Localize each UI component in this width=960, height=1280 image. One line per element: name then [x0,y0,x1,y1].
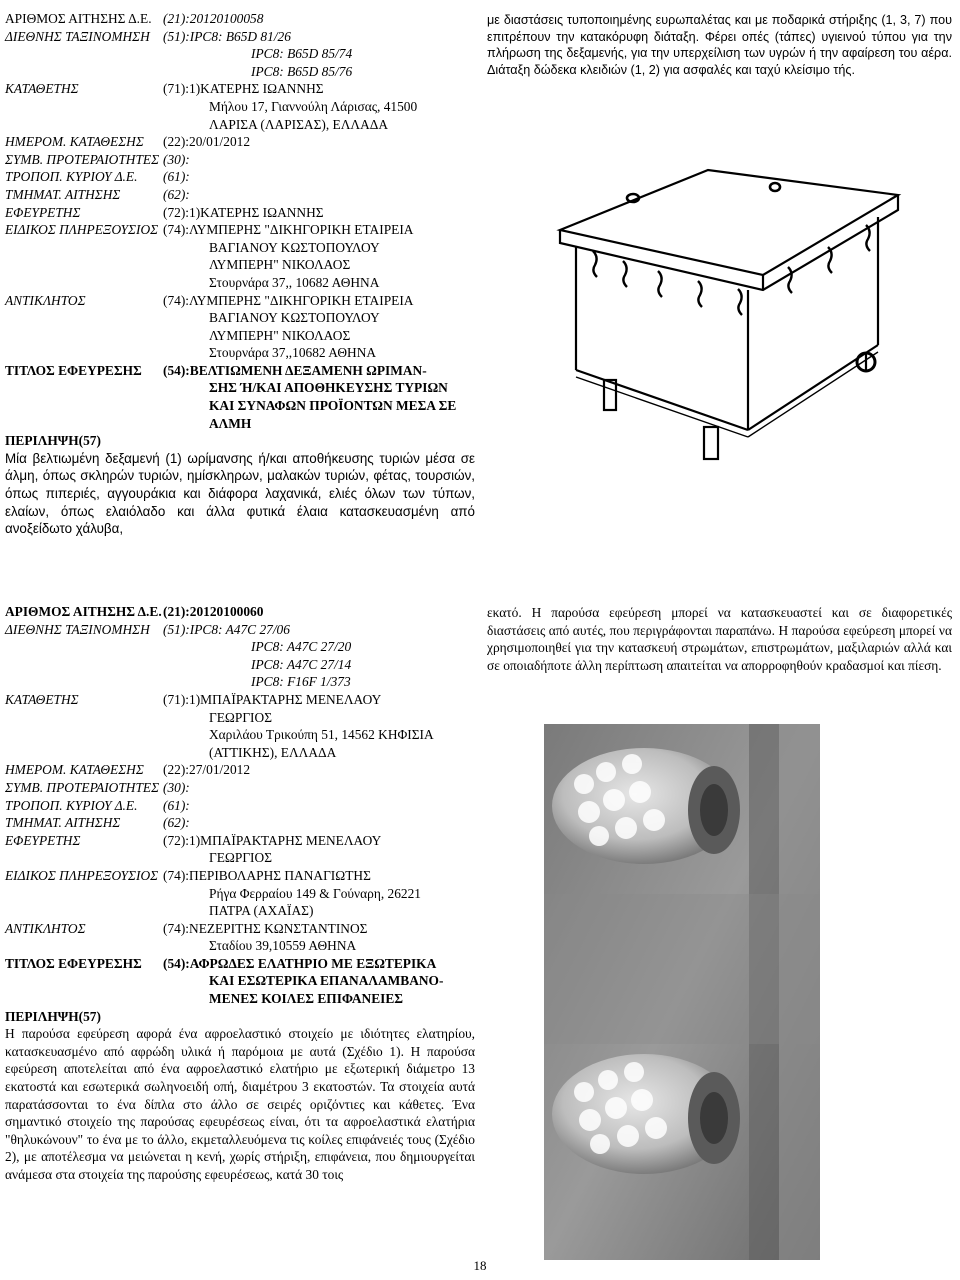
agent-row [5,867,475,885]
priority-value: (30): [163,151,190,167]
ipc-extra-2: IPC8: B65D 85/76 [251,63,353,79]
app-number-label: ΑΡΙΘΜΟΣ ΑΙΤΗΣΗΣ Δ.Ε. [5,11,152,26]
tank-drawing [548,155,908,475]
title-first: (54):ΒΕΛΤΙΩΜΕΝΗ ΔΕΞΑΜΕΝΗ ΩΡΙΜΑΝ- [163,362,427,378]
agent-line-4: Στουρνάρα 37,, 10682 ΑΘΗΝΑ [209,274,380,290]
division-row [5,814,475,832]
agent-label: ΕΙΔΙΚΟΣ ΠΛΗΡΕΞΟΥΣΙΟΣ [5,222,159,238]
filing-date-row [5,133,475,151]
abstract-text: Μία βελτιωμένη δεξαμενή (1) ωρίμανσης ή/και αποθήκευσης τυριών μέσα σε άλμη, όπως σκληρών τυριών, ημίσκληρων, μαλακών τυριών, φέτας, τουρσιών, όπως πιπεριές, αγγουράκια και διάφορα λαχανικά, ελιές όλων των τύπων, ελαίων, όπως ελαιόλαδο και άλλα φυτικά έλαια κατασκευασμένη από ανοξείδωτο χάλυβα, [5,450,475,537]
inventor-first: (72):1)ΜΠΑΪΡΑΚΤΑΡΗΣ ΜΕΝΕΛΑΟΥ [163,832,382,848]
representative-line-2: Σταδίου 39,10559 ΑΘΗΝΑ [209,938,357,954]
title-line-2: ΚΑΙ ΕΣΩΤΕΡΙΚΑ ΕΠΑΝΑΛΑΜΒΑΝΟ- [209,973,444,989]
abstract-cont-text-1: με διαστάσεις τυποποιημένης ευρωπαλέτας και με ποδαρικά στήριξης (1, 3, 7) που επιτρέπουν την κατακόρυφη διάταξη. Φέρει οπές (τάπες) υγιεινού τύπου για την πλήρωση της δεξαμενής, για την υπερχείλιση των υγρών ή την αφαίρεση του αέρα. Διάταξη δώδεκα κλειδιών (1, 2) για ασφαλές και ταχύ κλείσιμο τής. [487,13,952,77]
filing-date-label: ΗΜΕΡΟΜ. ΚΑΤΑΘΕΣΗΣ [5,134,144,150]
app-number: (21):20120100060 [163,604,264,619]
modification-value: (61): [163,169,190,185]
division-label: ΤΜΗΜΑΤ. ΑΙΤΗΣΗΣ [5,186,121,202]
title-label: ΤΙΤΛΟΣ ΕΦΕΥΡΕΣΗΣ [5,955,142,971]
filing-date-row [5,761,475,779]
priority-label: ΣΥΜΒ. ΠΡΟΤΕΡΑΙΟΤΗΤΕΣ [5,779,160,795]
agent-line-3: ΛΥΜΠΕΡΗ" ΝΙΚΟΛΑΟΣ [209,257,351,273]
app-number-row [5,10,475,28]
modification-label: ΤΡΟΠΟΠ. ΚΥΡΙΟΥ Δ.Ε. [5,169,138,185]
representative-label: ΑΝΤΙΚΛΗΤΟΣ [5,920,86,936]
priority-label: ΣΥΜΒ. ΠΡΟΤΕΡΑΙΟΤΗΤΕΣ [5,151,160,167]
representative-first: (74):ΝΕΖΕΡΙΤΗΣ ΚΩΝΣΤΑΝΤΙΝΟΣ [163,920,368,936]
applicant-row [5,80,475,98]
ipc-extra-3: IPC8: F16F 1/373 [251,674,351,690]
app-number-row [5,603,475,621]
representative-line-4: Στουρνάρα 37,,10682 ΑΘΗΝΑ [209,345,377,361]
ipc-label: ΔΙΕΘΝΗΣ ΤΑΞΙΝΟΜΗΣΗ [5,28,150,44]
title-label: ΤΙΤΛΟΣ ΕΦΕΥΡΕΣΗΣ [5,362,142,378]
division-value: (62): [163,186,190,202]
title-row [5,955,475,973]
abstract-heading: ΠΕΡΙΛΗΨΗ(57) [5,1008,101,1024]
ipc-extra-2: IPC8: A47C 27/14 [251,656,352,672]
patent-record-1 [5,10,475,538]
abstract-heading: ΠΕΡΙΛΗΨΗ(57) [5,433,101,449]
representative-row [5,920,475,938]
filing-date: (22):27/01/2012 [163,762,251,778]
tank-leg [704,427,718,459]
priority-row [5,151,475,169]
representative-first: (74):ΛΥΜΠΕΡΗΣ "ΔΙΚΗΓΟΡΙΚΗ ΕΤΑΙΡΕΙΑ [163,292,414,308]
modification-value: (61): [163,797,190,813]
representative-line-2: ΒΑΓΙΑΝΟΥ ΚΩΣΤΟΠΟΥΛΟΥ [209,310,380,326]
agent-first: (74):ΠΕΡΙΒΟΛΑΡΗΣ ΠΑΝΑΓΙΩΤΗΣ [163,867,371,883]
inventor-row [5,832,475,850]
agent-row [5,221,475,239]
priority-row [5,779,475,797]
division-row [5,186,475,204]
inventor-label: ΕΦΕΥΡΕΤΗΣ [5,832,81,848]
representative-label: ΑΝΤΙΚΛΗΤΟΣ [5,292,86,308]
abstract-text: Η παρούσα εφεύρεση αφορά ένα αφροελαστικό στοιχείο με ιδιότητες ελατηρίου, κατασκευασμένο από αφρώδη υλικά ή παρόμοια με αυτά (Σχέδιο 1). Η παρούσα εφεύρεση αποτελείται από ένα αφροελαστικό ελατήριο με εξωτερική διάμετρο 13 εκατοστά και εσωτερικά σωληνοειδή οπή, διαμέτρου 3 εκατοστών. Τα στοιχεία αυτά παρατάσσονται το ένα δίπλα στο άλλο σε σειρές οριζόντιες και κάθετες. Ένα σημαντικό στοιχείο της παρούσας εφευρέσεως είναι, ότι τα αφροελαστικά ελατήρια "θηλυκώνουν" το ένα με το άλλο, εκμεταλλευόμενα τις κοίλες επιφάνειές τους (Σχέδιο 2), με αποτέλεσμα να μειώνεται η κενή, χωρίς στήριξη, επιφάνεια, που δημιουργείται ανάμεσα στα στοιχεία της παρούσης εφευρέσεως, κατά 30 τοις [5,1026,475,1182]
abstract-continuation-2 [487,604,952,674]
applicant-line-2: Μήλου 17, Γιαννούλη Λάρισας, 41500 [209,98,418,114]
title-line-3: ΜΕΝΕΣ ΚΟΙΛΕΣ ΕΠΙΦΑΝΕΙΕΣ [209,991,404,1007]
tank-lid-top [560,170,898,275]
agent-first: (74):ΛΥΜΠΕΡΗΣ "ΔΙΚΗΓΟΡΙΚΗ ΕΤΑΙΡΕΙΑ [163,222,414,238]
representative-line-3: ΛΥΜΠΕΡΗ" ΝΙΚΟΛΑΟΣ [209,327,351,343]
applicant-first: (71):1)ΚΑΤΕΡΗΣ ΙΩΑΝΝΗΣ [163,81,324,97]
applicant-line-2: ΓΕΩΡΓΙΟΣ [209,709,272,725]
ipc-label: ΔΙΕΘΝΗΣ ΤΑΞΙΝΟΜΗΣΗ [5,621,150,637]
ipc-extra-1: IPC8: A47C 27/20 [251,639,352,655]
applicant-label: ΚΑΤΑΘΕΤΗΣ [5,691,79,707]
ipc-first: (51):IPC8: B65D 81/26 [163,28,291,44]
modification-row [5,168,475,186]
modification-row [5,797,475,815]
division-label: ΤΜΗΜΑΤ. ΑΙΤΗΣΗΣ [5,815,121,831]
applicant-line-4: (ΑΤΤΙΚΗΣ), ΕΛΛΑΔΑ [209,744,337,760]
foam-spring-photo [544,724,820,1260]
agent-line-2: Ρήγα Φερραίου 149 & Γούναρη, 26221 [209,885,421,901]
page-number: 18 [473,1258,487,1273]
title-line-3: ΚΑΙ ΣΥΝΑΦΩΝ ΠΡΟΪΟΝΤΩΝ ΜΕΣΑ ΣΕ [209,398,457,414]
app-number: (21):20120100058 [163,11,264,26]
inventor-label: ΕΦΕΥΡΕΤΗΣ [5,204,81,220]
agent-label: ΕΙΔΙΚΟΣ ΠΛΗΡΕΞΟΥΣΙΟΣ [5,867,159,883]
ipc-row [5,621,475,639]
filing-date: (22):20/01/2012 [163,134,251,150]
abstract-cont-text-2: εκατό. Η παρούσα εφεύρεση μπορεί να κατασκευαστεί και σε διαφορετικές διαστάσεις από αυτές, που περιγράφονται παραπάνω. Η παρούσα εφεύρεση μπορεί να χρησιμοποιηθεί για την κατασκευή στρωμάτων, επιστρωμάτων, μαξιλαριών αλλά και σε οποιαδήποτε άλλη περίπτωση απαιτείται να απορροφηθούν κραδασμοί και πίεση. [487,605,952,673]
division-value: (62): [163,815,190,831]
title-line-4: ΑΛΜΗ [209,415,252,431]
modification-label: ΤΡΟΠΟΠ. ΚΥΡΙΟΥ Δ.Ε. [5,797,138,813]
ipc-row [5,28,475,46]
applicant-row [5,691,475,709]
app-number-label: ΑΡΙΘΜΟΣ ΑΙΤΗΣΗΣ Δ.Ε. [5,604,162,619]
agent-line-3: ΠΑΤΡΑ (ΑΧΑΪΑΣ) [209,903,314,919]
applicant-label: ΚΑΤΑΘΕΤΗΣ [5,81,79,97]
applicant-line-3: Χαριλάου Τρικούπη 51, 14562 ΚΗΦΙΣΙΑ [209,727,434,743]
title-line-2: ΣΗΣ Ή/ΚΑΙ ΑΠΟΘΗΚΕΥΣΗΣ ΤΥΡΙΩΝ [209,380,448,396]
inventor-row [5,204,475,222]
ipc-first: (51):IPC8: A47C 27/06 [163,621,290,637]
abstract-continuation-1 [487,12,952,78]
representative-row [5,292,475,310]
priority-value: (30): [163,779,190,795]
inventor-value: (72):1)ΚΑΤΕΡΗΣ ΙΩΑΝΝΗΣ [163,204,324,220]
filing-date-label: ΗΜΕΡΟΜ. ΚΑΤΑΘΕΣΗΣ [5,762,144,778]
ipc-extra-1: IPC8: B65D 85/74 [251,46,353,62]
agent-line-2: ΒΑΓΙΑΝΟΥ ΚΩΣΤΟΠΟΥΛΟΥ [209,239,380,255]
applicant-first: (71):1)ΜΠΑΪΡΑΚΤΑΡΗΣ ΜΕΝΕΛΑΟΥ [163,691,382,707]
title-first: (54):ΑΦΡΩΔΕΣ ΕΛΑΤΗΡΙΟ ΜΕ ΕΞΩΤΕΡΙΚΑ [163,955,437,971]
applicant-line-3: ΛΑΡΙΣΑ (ΛΑΡΙΣΑΣ), ΕΛΛΑΔΑ [209,116,389,132]
inventor-line-2: ΓΕΩΡΓΙΟΣ [209,850,272,866]
title-row [5,362,475,380]
patent-record-2 [5,603,475,1184]
